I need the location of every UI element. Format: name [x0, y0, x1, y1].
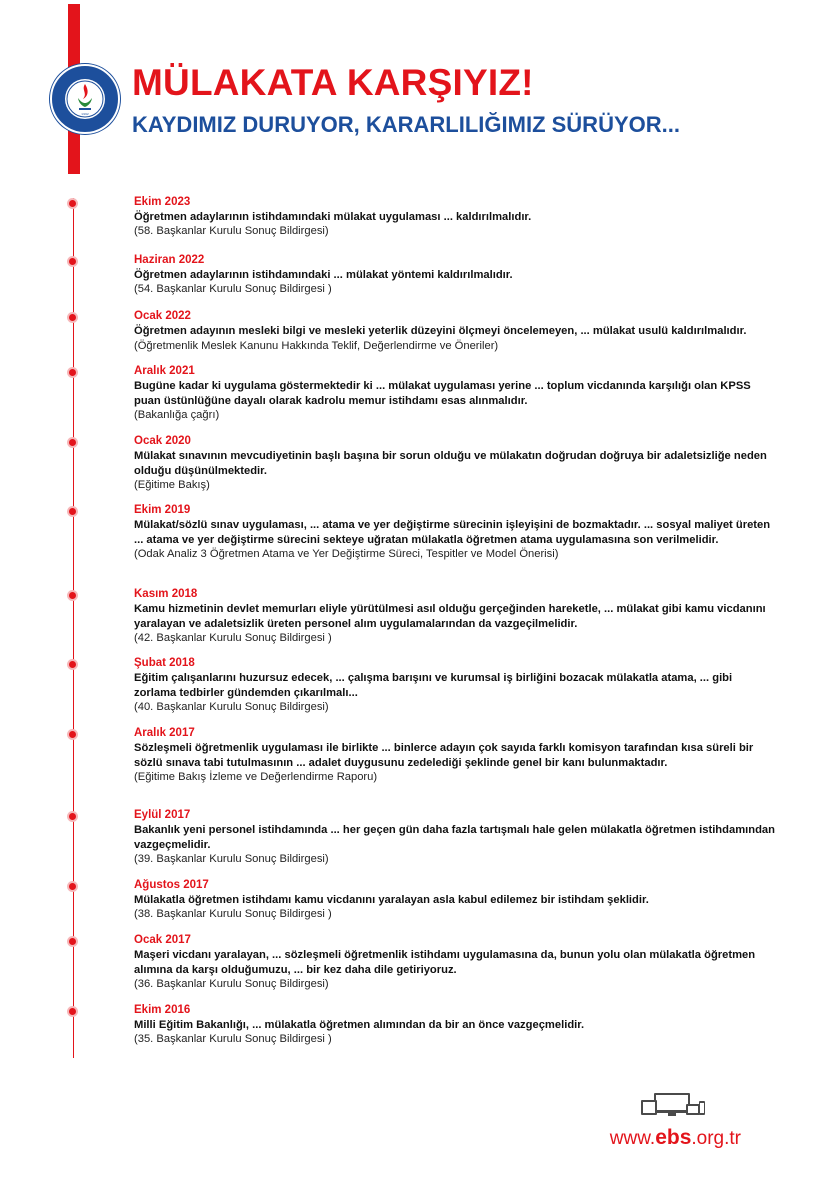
- timeline-entry: [0, 503, 813, 561]
- entry-date: Eylül 2017: [134, 809, 191, 821]
- website-url[interactable]: [610, 1126, 741, 1150]
- entry-body: [134, 1017, 777, 1046]
- entry-text: Bakanlık yeni personel istihdamında ... her geçen gün daha fazla tartışmalı hale gelen mülakatla öğretmen istihdamından vazgeçmelidir.: [134, 824, 775, 851]
- entry-text: Öğretmen adaylarının istihdamındaki mülakat uygulaması ... kaldırılmalıdır.: [134, 211, 532, 223]
- entry-source: (36. Başkanlar Kurulu Sonuç Bildirgesi): [134, 978, 329, 990]
- entry-text: Mülakat sınavının mevcudiyetinin başlı başına bir sorun olduğu ve mülakatın doğrudan doğruya bir adaletsizliğe neden olduğu düşünülmektedir.: [134, 450, 767, 477]
- entry-date: Ocak 2017: [134, 934, 191, 946]
- entry-text: Öğretmen adayının mesleki bilgi ve mesleki yeterlik düzeyini ölçmeyi öncelemeyen, ... mülakat usulü kaldırılmalıdır.: [134, 325, 747, 337]
- entry-body: [134, 740, 777, 784]
- timeline-dot: [69, 938, 76, 945]
- timeline-entry: [0, 878, 813, 921]
- entry-source: (40. Başkanlar Kurulu Sonuç Bildirgesi): [134, 701, 329, 713]
- timeline-entry: [0, 933, 813, 991]
- entry-date: Aralık 2021: [134, 365, 195, 377]
- timeline-entry: [0, 726, 813, 784]
- entry-text: Mülakatla öğretmen istihdamı kamu vicdanını yaralayan asla kabul edilemez bir istihdam şeklidir.: [134, 894, 649, 906]
- entry-text: Kamu hizmetinin devlet memurları eliyle yürütülmesi asıl olduğu gerçeğinden hareketle, ... mülakat gibi kamu vicdanını yaralayan ve adaletsizlik üreten personel alım uygulamalarından da vazgeçilmelidir.: [134, 603, 766, 630]
- timeline-dot: [69, 369, 76, 376]
- entry-body: [134, 670, 777, 714]
- timeline-dot: [69, 661, 76, 668]
- entry-text: Milli Eğitim Bakanlığı, ... mülakatla öğretmen alımından da bir an önce vazgeçmelidir.: [134, 1019, 585, 1031]
- url-suffix: .org.tr: [691, 1128, 741, 1149]
- timeline-entry: [0, 1003, 813, 1046]
- entry-body: [134, 517, 777, 561]
- entry-date: Şubat 2018: [134, 657, 195, 669]
- timeline-entry: [0, 195, 813, 238]
- entry-source: (42. Başkanlar Kurulu Sonuç Bildirgesi ): [134, 632, 332, 644]
- entry-body: [134, 448, 777, 492]
- entry-text: Sözleşmeli öğretmenlik uygulaması ile birlikte ... binlerce adayın çok sayıda farklı komisyon tarafından kısa süreli bir sözlü sınava tabi tutulmasının ... adalet duygusunu zedelediği şeklinde genel bir kanı bulunmaktadır.: [134, 742, 754, 769]
- entry-text: Bugüne kadar ki uygulama göstermektedir ki ... mülakat uygulaması yerine ... toplum vicdanında karşılığı olan KPSS puan üstünlüğüne dayalı olarak kadrolu memur istihdamı esas alınmalıdır.: [134, 380, 751, 407]
- timeline-dot: [69, 883, 76, 890]
- timeline-dot: [69, 314, 76, 321]
- timeline-dot: [69, 731, 76, 738]
- entry-source: (35. Başkanlar Kurulu Sonuç Bildirgesi ): [134, 1033, 332, 1045]
- entry-date: Ocak 2020: [134, 435, 191, 447]
- entry-body: [134, 378, 777, 422]
- entry-source: (Bakanlığa çağrı): [134, 409, 220, 421]
- entry-text: Mülakat/sözlü sınav uygulaması, ... atama ve yer değiştirme sürecinin işleyişini de bozmaktadır. ... sosyal maliyet üreten ... atama ve yer değiştirme sürecini sekteye uğratan mülakatla öğretmen atama uygulamasına son verilmelidir.: [134, 519, 771, 546]
- entry-date: Kasım 2018: [134, 588, 198, 600]
- entry-body: [134, 209, 777, 238]
- entry-text: Maşeri vicdanı yaralayan, ... sözleşmeli öğretmenlik istihdamı uygulamasına da, bunun yolu olan mülakatla öğretmen alımına da karşı olduğumuzu, ... bir kez daha dile getiriyoruz.: [134, 949, 756, 976]
- entry-date: Ağustos 2017: [134, 879, 209, 891]
- timeline-entry: [0, 434, 813, 492]
- timeline-dot: [69, 508, 76, 515]
- url-prefix: www.: [609, 1128, 656, 1149]
- devices-icon: [640, 1092, 706, 1118]
- entry-date: Ekim 2019: [134, 504, 191, 516]
- entry-source: (38. Başkanlar Kurulu Sonuç Bildirgesi ): [134, 908, 332, 920]
- entry-body: [134, 323, 777, 353]
- entry-source: (39. Başkanlar Kurulu Sonuç Bildirgesi): [134, 853, 329, 865]
- page-title: MÜLAKATA KARŞIYIZ!: [132, 62, 534, 103]
- entry-date: Ekim 2016: [134, 1004, 191, 1016]
- timeline-dot: [69, 592, 76, 599]
- entry-text: Eğitim çalışanlarını huzursuz edecek, ... çalışma barışını ve kurumsal iş birliğini bozacak mülakatla atama, ... gibi zorlama tedbirler gündemden çıkarılmalı...: [134, 672, 733, 699]
- url-brand: ebs: [655, 1126, 692, 1149]
- timeline-dot: [69, 200, 76, 207]
- entry-source: (Eğitime Bakış): [134, 479, 210, 491]
- entry-date: Ocak 2022: [134, 310, 191, 322]
- timeline-entry: [0, 656, 813, 714]
- timeline-entry: [0, 309, 813, 353]
- entry-source: (Öğretmenlik Meslek Kanunu Hakkında Teklif, Değerlendirme ve Öneriler): [134, 340, 499, 352]
- entry-date: Haziran 2022: [134, 254, 205, 266]
- entry-body: [134, 892, 777, 921]
- entry-text: Öğretmen adaylarının istihdamındaki ... mülakat yöntemi kaldırılmalıdır.: [134, 269, 513, 281]
- timeline-dot: [69, 439, 76, 446]
- timeline-entry: [0, 253, 813, 296]
- entry-source: (54. Başkanlar Kurulu Sonuç Bildirgesi ): [134, 283, 332, 295]
- timeline-dot: [69, 1008, 76, 1015]
- timeline-dot: [69, 258, 76, 265]
- timeline-dot: [69, 813, 76, 820]
- entry-source: (Odak Analiz 3 Öğretmen Atama ve Yer Değiştirme Süreci, Tespitler ve Model Önerisi): [134, 548, 559, 560]
- entry-date: Ekim 2023: [134, 196, 191, 208]
- union-logo-icon: [52, 66, 118, 132]
- timeline-entry: [0, 587, 813, 645]
- entry-source: (58. Başkanlar Kurulu Sonuç Bildirgesi): [134, 225, 329, 237]
- entry-source: (Eğitime Bakış İzleme ve Değerlendirme Raporu): [134, 771, 378, 783]
- entry-body: [134, 267, 777, 296]
- svg-text:1992: 1992: [81, 112, 89, 116]
- timeline-entry: [0, 364, 813, 422]
- entry-body: [134, 947, 777, 991]
- page-subtitle: KAYDIMIZ DURUYOR, KARARLILIĞIMIZ SÜRÜYOR...: [132, 112, 680, 137]
- union-logo: [50, 64, 120, 134]
- entry-body: [134, 601, 777, 645]
- timeline-entry: [0, 808, 813, 866]
- entry-date: Aralık 2017: [134, 727, 195, 739]
- entry-body: [134, 822, 777, 866]
